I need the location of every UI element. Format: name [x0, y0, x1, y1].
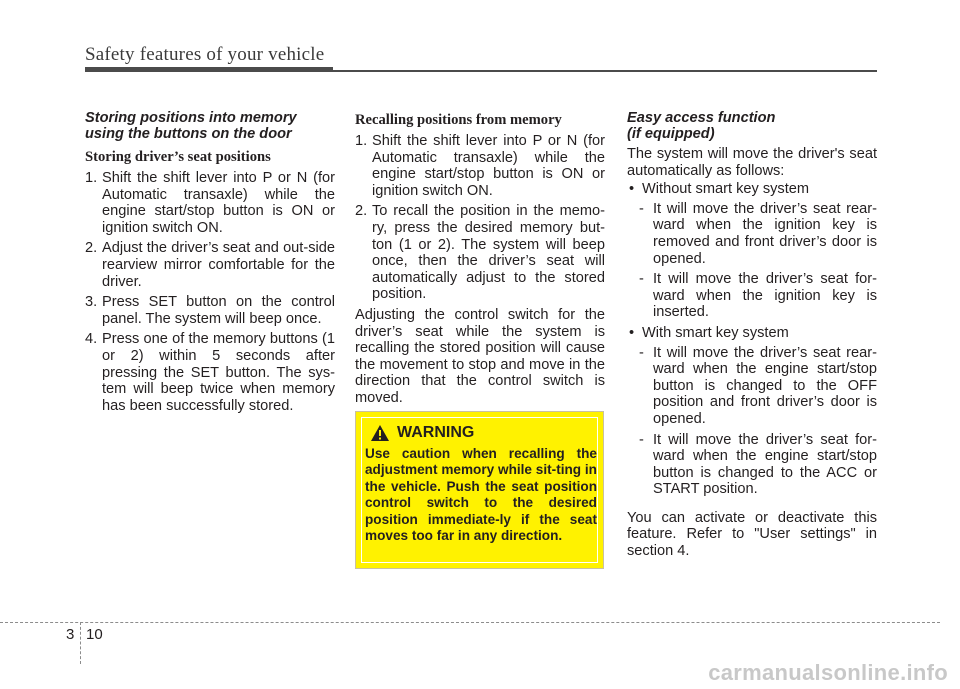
footer-dashed-divider	[80, 622, 81, 664]
page-number: 10	[86, 626, 103, 643]
list-item: - It will move the driver’s seat for-ward when the ignition key is inserted.	[639, 271, 877, 321]
step-text: Press SET button on the control panel. The system will beep once.	[102, 294, 335, 327]
watermark: carmanualsonline.info	[708, 660, 948, 685]
warning-header	[370, 424, 474, 442]
easy-access-intro: The system will move the driver's seat automatically as follows:	[627, 146, 877, 179]
warning-triangle-icon	[370, 424, 390, 442]
recall-adjust-paragraph: Adjusting the control switch for the driver’s seat while the system is recalling the stored position will cause the movement to stop and move in the direction that the control switch is moved.	[355, 306, 605, 406]
step-text: To recall the position in the memo-ry, press the desired memory but-ton (1 or 2). The system will beep once, then the driver’s seat will automatically adjust to the stored position.	[372, 203, 605, 303]
step-text: Adjust the driver’s seat and out-side rearview mirror comfortable for the driver.	[102, 240, 335, 290]
section-heading-easy-access	[627, 110, 877, 142]
bullet-label: Without smart key system	[642, 181, 810, 198]
subheading-storing-driver-seat: Storing driver’s seat positions	[85, 149, 271, 165]
dash-text: It will move the driver’s seat rear-ward when the engine start/stop button is changed to the OFF position and front driver’s door is opened.	[653, 344, 877, 427]
step-text: Shift the shift lever into P or N (for Automatic transaxle) while the engine start/stop button is ON or ignition switch ON.	[372, 133, 605, 199]
header-rule-thin	[333, 70, 877, 72]
page-header-title: Safety features of your vehicle	[85, 44, 325, 65]
list-item: • With smart key system	[629, 324, 789, 341]
list-item: 2. To recall the position in the memo-ry, press the desired memory but-ton (1 or 2). The system will beep once, then the driver’s seat will automatically adjust to the stored position.	[355, 203, 605, 303]
subheading-recalling: Recalling positions from memory	[355, 112, 562, 128]
list-item: 3. Press SET button on the control panel. The system will beep once.	[85, 294, 335, 327]
heading-line: (if equipped)	[627, 126, 715, 142]
list-item: 2. Adjust the driver’s seat and out-side rearview mirror comfortable for the driver.	[85, 240, 335, 290]
list-item: 1. Shift the shift lever into P or N (for Automatic transaxle) while the engine start/stop button is ON or ignition switch ON.	[85, 170, 335, 236]
list-item: - It will move the driver’s seat for-ward when the engine start/stop button is changed to the ACC or START position.	[639, 431, 877, 498]
page-section-number: 3	[66, 626, 75, 643]
easy-access-closing: You can activate or deactivate this feature. Refer to "User settings" in section 4.	[627, 509, 877, 560]
heading-line: Easy access function	[627, 110, 776, 126]
warning-text: Use caution when recalling the adjustment memory while sit-ting in the vehicle. Push the seat position control switch to the desired position immediate-ly if the seat moves too far in any direction.	[365, 446, 597, 544]
column-recalling	[355, 112, 605, 407]
dash-text: It will move the driver’s seat for-ward when the engine start/stop button is changed to the ACC or START position.	[653, 431, 877, 498]
dash-text: It will move the driver’s seat rear-ward when the ignition key is removed and front driver’s door is opened.	[653, 200, 877, 267]
warning-box	[355, 411, 604, 569]
column-storing	[85, 110, 335, 418]
column-easy-access	[627, 110, 877, 560]
step-text: Shift the shift lever into P or N (for Automatic transaxle) while the engine start/stop button is ON or ignition switch ON.	[102, 170, 335, 236]
footer-dashed-rule	[0, 622, 940, 623]
list-item: - It will move the driver’s seat rear-ward when the ignition key is removed and front driver’s door is opened.	[639, 200, 877, 267]
list-item: - It will move the driver’s seat rear-ward when the engine start/stop button is changed to the OFF position and front driver’s door is opened.	[639, 344, 877, 427]
list-item: 4. Press one of the memory buttons (1 or 2) within 5 seconds after pressing the SET button. The sys-tem will beep twice when memory has been successfully stored.	[85, 331, 335, 414]
step-text: Press one of the memory buttons (1 or 2) within 5 seconds after pressing the SET button. The sys-tem will beep twice when memory has been successfully stored.	[102, 331, 335, 414]
section-heading-storing: Storing positions into memory using the buttons on the door	[85, 110, 297, 142]
header-rule-thick	[85, 67, 333, 72]
bullet-label: With smart key system	[642, 324, 789, 341]
list-item: 1. Shift the shift lever into P or N (for Automatic transaxle) while the engine start/stop button is ON or ignition switch ON.	[355, 133, 605, 199]
list-item: • Without smart key system	[629, 181, 810, 198]
warning-title: WARNING	[397, 424, 475, 441]
dash-text: It will move the driver’s seat for-ward when the ignition key is inserted.	[653, 271, 877, 321]
